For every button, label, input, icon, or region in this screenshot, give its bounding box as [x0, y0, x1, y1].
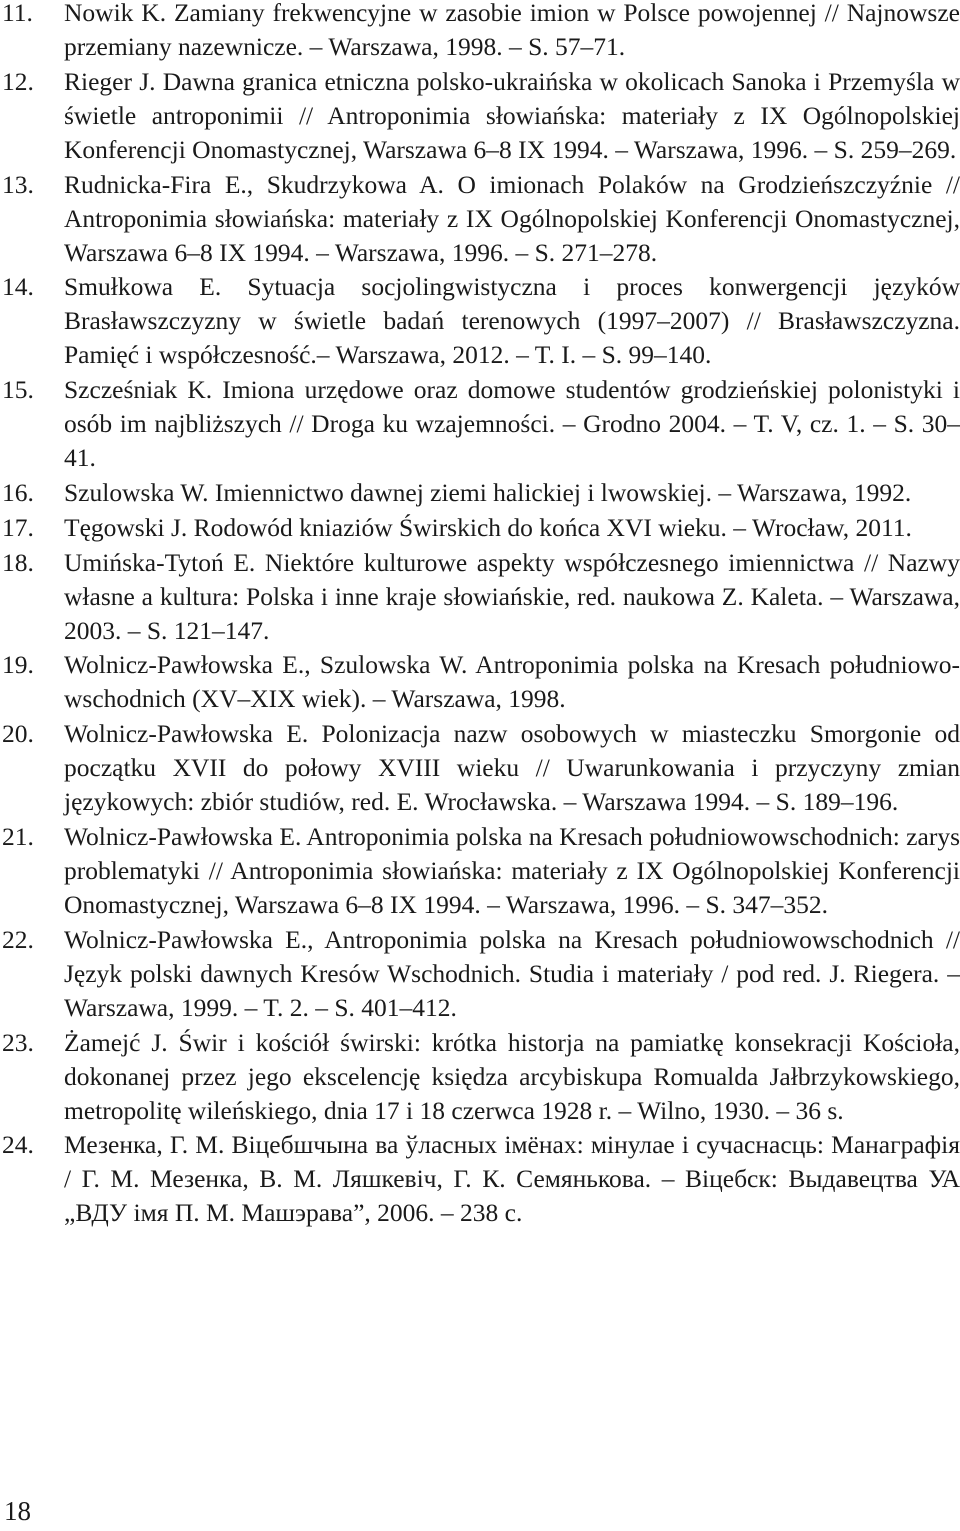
reference-text: Rieger J. Dawna granica etniczna polsko-ukraińska w okolicach Sanoka i Przemyśla w świetle antroponimii // Antroponimia słowiańska: materiały z IX Ogólnopolskiej Konferencji Onomastycznej, Warszawa 6–8 IX 1994. – Warszawa, 1996. – S. 259–269.: [64, 66, 960, 164]
reference-text: Smułkowa E. Sytuacja socjolingwistyczna i proces konwergencji języków Brasławszczyzny w świetle badań terenowych (1997–2007) // Brasławszczyzna. Pamięć i współczesność.– Warszawa, 2012. – T. I. – S. 99–140.: [64, 272, 960, 370]
reference-item: [0, 65, 960, 167]
reference-text: Szulowska W. Imiennictwo dawnej ziemi halickiej i lwowskiej. – Warszawa, 1992.: [64, 477, 912, 507]
reference-text: Szcześniak K. Imiona urzędowe oraz domowe studentów grodzieńskiej polonistyki i osób im najbliższych // Droga ku wzajemności. – Grodno 2004. – T. V, cz. 1. – S. 30–41.: [64, 375, 960, 473]
reference-item: [0, 648, 960, 716]
reference-number: 17.: [2, 512, 34, 542]
reference-number: 16.: [2, 477, 34, 507]
reference-item: [0, 168, 960, 270]
reference-item: [0, 270, 960, 372]
reference-number: 15.: [2, 375, 34, 405]
reference-item: [0, 717, 960, 819]
reference-number: 21.: [2, 821, 34, 851]
reference-number: 18.: [2, 547, 34, 577]
reference-text: Wolnicz-Pawłowska E. Polonizacja nazw osobowych w miasteczku Smorgonie od początku XVII do połowy XVIII wieku // Uwarunkowania i przyczyny zmian językowych: zbiór studiów, red. E. Wrocławska. – Warszawa 1994. – S. 189–196.: [64, 719, 960, 817]
reference-number: 11.: [2, 0, 33, 27]
reference-number: 24.: [2, 1130, 34, 1160]
reference-item: [0, 373, 960, 475]
reference-number: 22.: [2, 924, 34, 954]
reference-item: [0, 0, 960, 64]
reference-text: Мезенка, Г. М. Віцебшчына ва ўласных імёнах: мінулае і сучаснасць: Манаграфія / Г. М. Мезенка, В. М. Ляшкевіч, Г. К. Семянькова. – Віцебск: Выдавецтва УА „ВДУ імя П. М. Машэрава”, 2006. – 238 с.: [64, 1130, 960, 1228]
reference-text: Tęgowski J. Rodowód kniaziów Świrskich do końca XVI wieku. – Wrocław, 2011.: [64, 512, 912, 542]
reference-text: Wolnicz-Pawłowska E., Antroponimia polska na Kresach południowowschodnich // Język polski dawnych Kresów Wschodnich. Studia i materiały / pod red. J. Riegera. – Warszawa, 1999. – T. 2. – S. 401–412.: [64, 924, 960, 1022]
reference-item: [0, 476, 960, 510]
reference-text: Rudnicka-Fira E., Skudrzykowa A. O imionach Polaków na Grodzieńszczyźnie // Antroponimia słowiańska: materiały z IX Ogólnopolskiej Konferencji Onomastycznej, Warszawa 6–8 IX 1994. – Warszawa, 1996. – S. 271–278.: [64, 169, 960, 267]
reference-item: [0, 546, 960, 648]
reference-item: [0, 1026, 960, 1128]
reference-number: 13.: [2, 169, 34, 199]
reference-item: [0, 820, 960, 922]
reference-number: 23.: [2, 1027, 34, 1057]
reference-text: Żamejć J. Świr i kościół świrski: krótka historja na pamiatkę konsekracji Kościoła, dokonanej przez jego ekscelencję księdza arcybiskupa Romualda Jałbrzykowskiego, metropolitę wileńskiego, dnia 17 i 18 czerwca 1928 r. – Wilno, 1930. – 36 s.: [64, 1027, 960, 1125]
reference-item: [0, 511, 960, 545]
reference-text: Wolnicz-Pawłowska E., Szulowska W. Antroponimia polska na Kresach południowo-wschodnich (XV–XIX wiek). – Warszawa, 1998.: [64, 650, 960, 714]
reference-item: [0, 1128, 960, 1230]
reference-number: 20.: [2, 719, 34, 749]
page-number: 18: [4, 1496, 31, 1526]
reference-number: 14.: [2, 272, 34, 302]
reference-text: Nowik K. Zamiany frekwencyjne w zasobie imion w Polsce powojennej // Najnowsze przemiany nazewnicze. – Warszawa, 1998. – S. 57–71.: [64, 0, 960, 61]
reference-number: 12.: [2, 66, 34, 96]
reference-text: Wolnicz-Pawłowska E. Antroponimia polska na Kresach południowowschodnich: zarys problematyki // Antroponimia słowiańska: materiały z IX Ogólnopolskiej Konferencji Onomastycznej, Warszawa 6–8 IX 1994. – Warszawa, 1996. – S. 347–352.: [64, 821, 960, 919]
reference-item: [0, 923, 960, 1025]
reference-number: 19.: [2, 650, 34, 680]
reference-text: Umińska-Tytoń E. Niektóre kulturowe aspekty współczesnego imiennictwa // Nazwy własne a kultura: Polska i inne kraje słowiańskie, red. naukowa Z. Kaleta. – Warszawa, 2003. – S. 121–147.: [64, 547, 960, 645]
